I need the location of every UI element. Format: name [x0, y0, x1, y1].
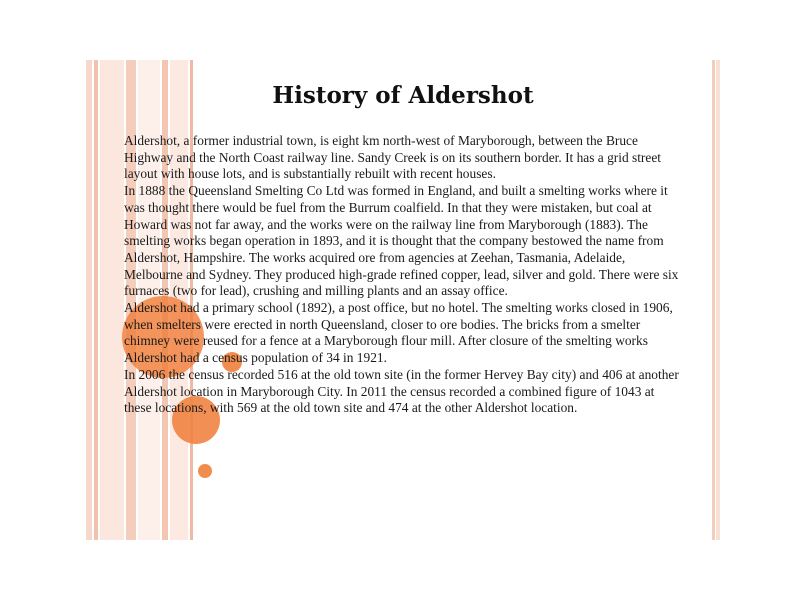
decorative-stripe-right	[716, 60, 720, 540]
decorative-stripe-right	[712, 60, 715, 540]
decorative-stripe	[86, 60, 92, 540]
slide	[86, 60, 720, 540]
decorative-stripe	[100, 60, 124, 540]
paragraph-location: Aldershot, a former industrial town, is eight km north-west of Maryborough, between the Bruce Highway and the North Coast railway line. Sandy Creek is on its southern border. It has a grid street layout with house lots, and is substantially rebuilt with recent houses.	[124, 133, 661, 182]
paragraph-smelting-works: In 1888 the Queensland Smelting Co Ltd was formed in England, and built a smelting works where it was thought there would be fuel from the Burrum coalfield. In that they were mistaken, but coal at Howard was not far away, and the works were on the railway line from Maryborough (1883). The smelting works began operation in 1893, and it is thought that the company bestowed the name from Aldershot, Hampshire. The works acquired ore from agencies at Zeehan, Tasmania, Adelaide, Melbourne and Sydney. They produced high-grade refined copper, lead, silver and gold. There were six furnaces (two for lead), crushing and milling plants and an assay office.	[124, 183, 679, 299]
decorative-stripe	[94, 60, 98, 540]
paragraph-census: In 2006 the census recorded 516 at the old town site (in the former Hervey Bay city) and 406 at another Aldershot location in Maryborough City. In 2011 the census recorded a combined figure of 1043 at these locations, with 569 at the old town site and 474 at the other Aldershot location.	[124, 366, 679, 416]
decorative-circle-tiny	[198, 464, 212, 478]
paragraph-closure: Aldershot had a primary school (1892), a post office, but no hotel. The smelting works closed in 1906, when smelters were erected in north Queensland, closer to ore bodies. The bricks from a smelter chimney were reused for a fence at a Maryborough flour mill. After closure of the smelting works Aldershot had a census population of 34 in 1921.	[124, 300, 673, 366]
slide-title: History of Aldershot	[272, 82, 534, 109]
slide-body	[124, 133, 680, 417]
